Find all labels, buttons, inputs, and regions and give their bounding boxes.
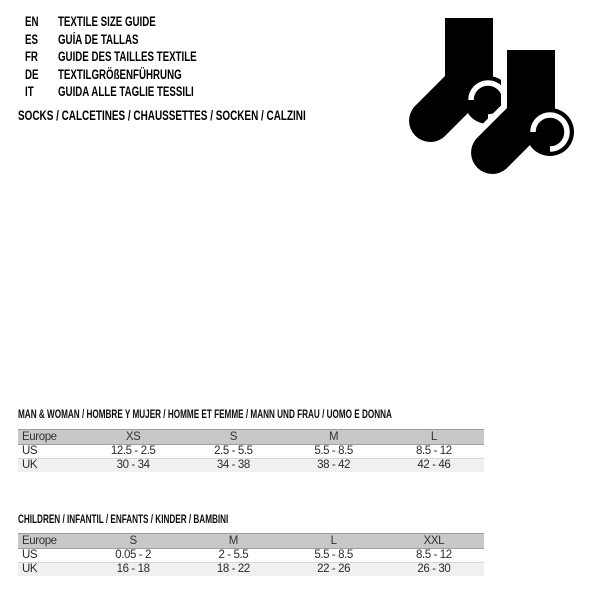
table-title-man-woman: MAN & WOMAN / HOMBRE Y MUJER / HOMME ET FEMME / MANN UND FRAU / UOMO E DONNA bbox=[18, 409, 392, 421]
column-header-size: L bbox=[384, 430, 484, 445]
column-header-size: XS bbox=[83, 430, 183, 445]
language-title: GUÍA DE TALLAS bbox=[58, 31, 139, 47]
language-code: ES bbox=[25, 31, 38, 47]
region-cell: UK bbox=[18, 459, 83, 473]
language-title: TEXTILGRÖßENFÜHRUNG bbox=[58, 66, 182, 82]
column-header-size: S bbox=[83, 534, 183, 549]
size-cell: 30 - 34 bbox=[83, 459, 183, 473]
region-cell: UK bbox=[18, 563, 83, 577]
size-table-man-woman bbox=[18, 429, 484, 472]
size-cell: 16 - 18 bbox=[83, 563, 183, 577]
table-header-row bbox=[18, 534, 484, 549]
language-code: DE bbox=[25, 66, 39, 82]
language-code: FR bbox=[25, 49, 38, 65]
language-title: TEXTILE SIZE GUIDE bbox=[58, 14, 156, 29]
table-row-us bbox=[18, 549, 484, 563]
size-cell: 22 - 26 bbox=[284, 563, 384, 577]
column-header-size: S bbox=[183, 430, 283, 445]
region-cell: US bbox=[18, 445, 83, 459]
category-title: SOCKS / CALCETINES / CHAUSSETTES / SOCKEN / CALZINI bbox=[18, 107, 306, 123]
size-cell: 26 - 30 bbox=[384, 563, 484, 577]
size-cell: 0.05 - 2 bbox=[83, 549, 183, 563]
size-cell: 2.5 - 5.5 bbox=[183, 445, 283, 459]
size-cell: 18 - 22 bbox=[183, 563, 283, 577]
table-row-uk bbox=[18, 459, 484, 473]
size-cell: 38 - 42 bbox=[284, 459, 384, 473]
column-header-size: M bbox=[183, 534, 283, 549]
socks-icon bbox=[403, 8, 575, 180]
column-header-size: L bbox=[284, 534, 384, 549]
region-cell: US bbox=[18, 549, 83, 563]
size-cell: 42 - 46 bbox=[384, 459, 484, 473]
size-cell: 12.5 - 2.5 bbox=[83, 445, 183, 459]
table-header-row bbox=[18, 430, 484, 445]
language-code: IT bbox=[25, 84, 34, 100]
size-cell: 8.5 - 12 bbox=[384, 549, 484, 563]
language-code: EN bbox=[25, 14, 39, 29]
language-title: GUIDA ALLE TAGLIE TESSILI bbox=[58, 84, 194, 100]
table-row-us bbox=[18, 445, 484, 459]
column-header-region: Europe bbox=[18, 430, 83, 445]
column-header-region: Europe bbox=[18, 534, 83, 549]
size-table-children bbox=[18, 533, 484, 576]
column-header-size: M bbox=[284, 430, 384, 445]
column-header-size: XXL bbox=[384, 534, 484, 549]
size-cell: 34 - 38 bbox=[183, 459, 283, 473]
size-cell: 2 - 5.5 bbox=[183, 549, 283, 563]
size-cell: 8.5 - 12 bbox=[384, 445, 484, 459]
table-title-children: CHILDREN / INFANTIL / ENFANTS / KINDER / BAMBINI bbox=[18, 514, 229, 526]
size-cell: 5.5 - 8.5 bbox=[284, 549, 384, 563]
language-title: GUIDE DES TAILLES TEXTILE bbox=[58, 49, 197, 65]
size-cell: 5.5 - 8.5 bbox=[284, 445, 384, 459]
table-row-uk bbox=[18, 563, 484, 577]
